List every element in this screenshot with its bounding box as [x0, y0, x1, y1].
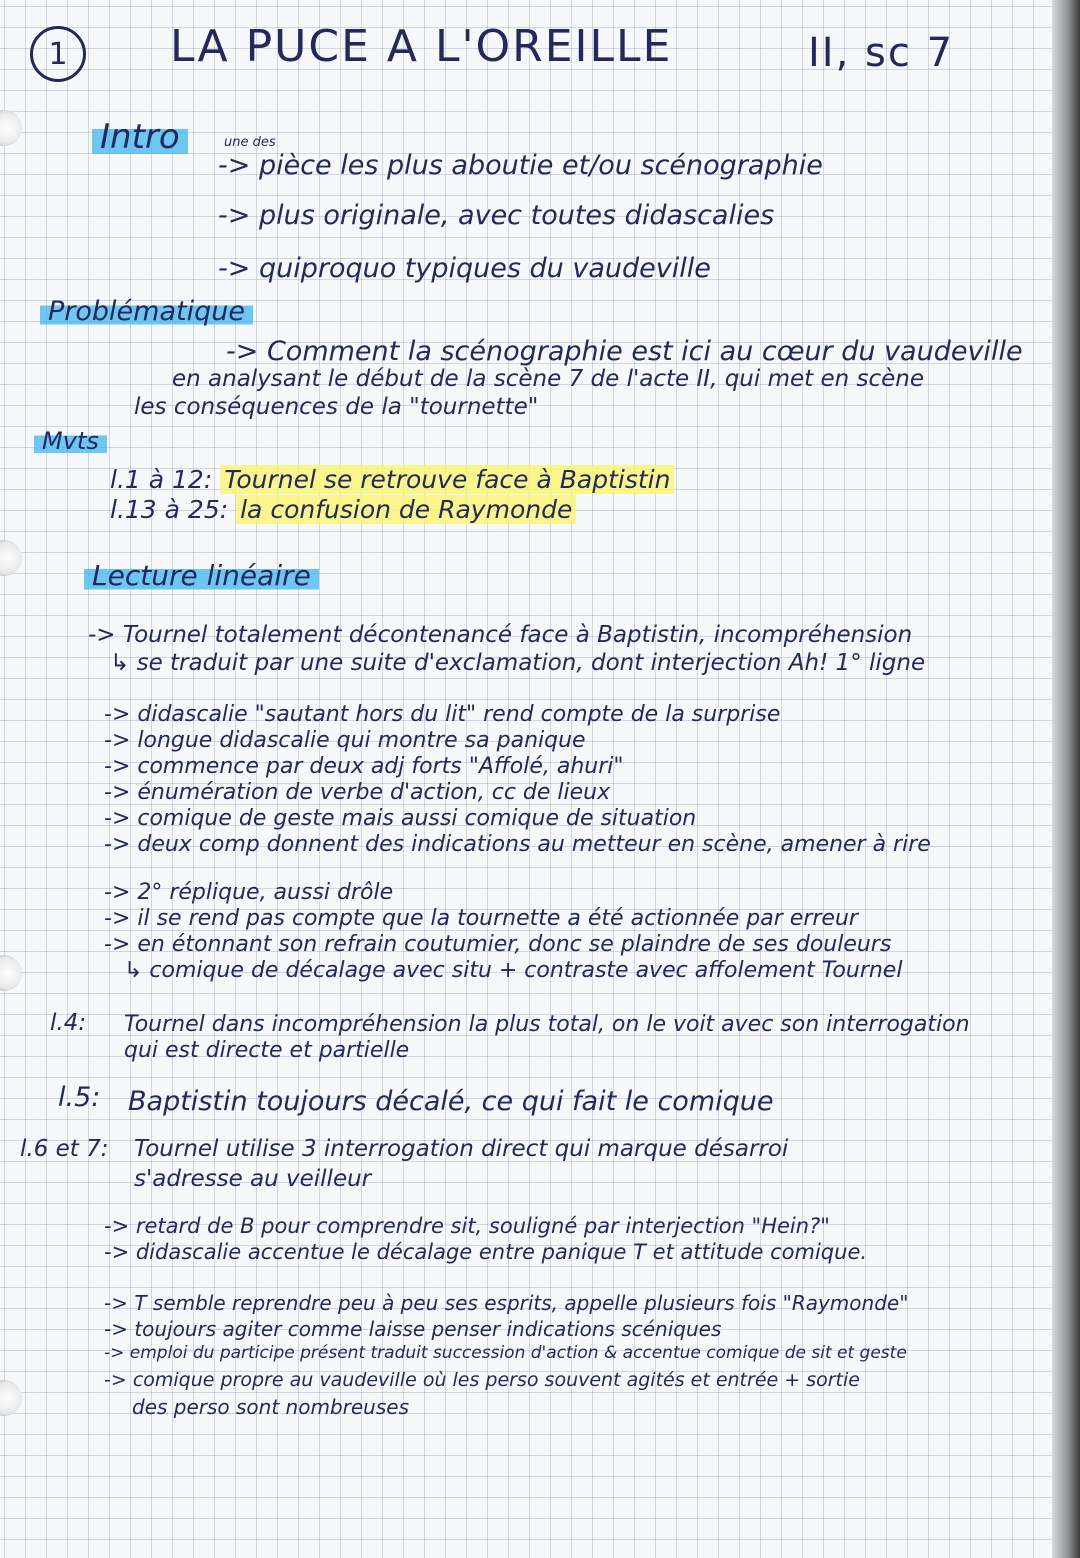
l5-label: l.5:: [58, 1082, 101, 1113]
mouvement-2: [110, 496, 576, 525]
lecture-heading: Lecture linéaire: [84, 560, 319, 592]
binder-hole-icon: [0, 1380, 22, 1416]
lecture-block3-line-2: -> il se rend pas compte que la tournette a été actionnée par erreur: [104, 906, 858, 931]
lecture-block5-line-2: -> toujours agiter comme laisse penser indications scéniques: [104, 1317, 722, 1341]
mouvement-1-range: l.1 à 12:: [110, 465, 213, 494]
lecture-block2-line-6: -> deux comp donnent des indications au metteur en scène, amener à rire: [104, 832, 931, 857]
binder-hole-icon: [0, 955, 22, 991]
intro-line-2: -> plus originale, avec toutes didascalies: [218, 200, 775, 231]
intro-line-3: -> quiproquo typiques du vaudeville: [218, 253, 711, 284]
l4-label: l.4:: [50, 1010, 87, 1036]
page-number-badge: [30, 26, 86, 82]
page-title: LA PUCE A L'OREILLE: [170, 21, 673, 72]
binder-hole-icon: [0, 540, 22, 576]
problematique-line-1: -> Comment la scénographie est ici au cœur du vaudeville: [226, 336, 1023, 367]
lecture-block2-line-4: -> énumération de verbe d'action, cc de lieux: [104, 780, 611, 805]
lecture-block2-line-1: -> didascalie "sautant hors du lit" rend compte de la surprise: [104, 702, 781, 727]
l4-line-1: Tournel dans incompréhension la plus total, on le voit avec son interrogation: [124, 1012, 970, 1037]
lecture-block5-line-1: -> T semble reprendre peu à peu ses esprits, appelle plusieurs fois "Raymonde": [104, 1291, 909, 1315]
lecture-block3-line-4: ↳ comique de décalage avec situ + contraste avec affolement Tournel: [124, 958, 903, 983]
lecture-block1-line-1: -> Tournel totalement décontenancé face à Baptistin, incompréhension: [88, 622, 913, 648]
lecture-block2-line-5: -> comique de geste mais aussi comique de situation: [104, 806, 697, 831]
binder-hole-icon: [0, 110, 22, 146]
l4-line-2: qui est directe et partielle: [124, 1038, 410, 1063]
l67-label: l.6 et 7:: [20, 1136, 109, 1162]
lecture-block4-line-2: -> didascalie accentue le décalage entre panique T et attitude comique.: [104, 1240, 868, 1264]
lecture-block1-line-2: ↳ se traduit par une suite d'exclamation, dont interjection Ah! 1° ligne: [110, 650, 926, 676]
mouvement-1: [110, 466, 674, 495]
intro-line-1: -> pièce les plus aboutie et/ou scénographie: [218, 150, 823, 181]
mouvement-2-text: la confusion de Raymonde: [236, 495, 576, 524]
page-number: 1: [48, 36, 68, 72]
lecture-block5-line-5: des perso sont nombreuses: [132, 1395, 409, 1419]
problematique-heading: Problématique: [40, 296, 253, 327]
act-scene-ref: II, sc 7: [808, 30, 955, 76]
intro-heading: Intro: [92, 118, 188, 157]
lecture-block2-line-3: -> commence par deux adj forts "Affolé, ahuri": [104, 754, 624, 779]
l5-text: Baptistin toujours décalé, ce qui fait le comique: [128, 1086, 774, 1117]
binder-holes: [0, 0, 30, 1558]
mouvement-1-text: Tournel se retrouve face à Baptistin: [220, 465, 674, 494]
page-edge-shadow: [1052, 0, 1080, 1558]
l67-line-1: Tournel utilise 3 interrogation direct qui marque désarroi: [134, 1136, 789, 1162]
lecture-block2-line-2: -> longue didascalie qui montre sa panique: [104, 728, 586, 753]
lecture-block4-line-1: -> retard de B pour comprendre sit, souligné par interjection "Hein?": [104, 1214, 830, 1238]
mouvement-2-range: l.13 à 25:: [110, 495, 229, 524]
intro-superscript: une des: [224, 135, 276, 150]
mouvements-heading: Mvts: [34, 428, 107, 456]
problematique-line-2: en analysant le début de la scène 7 de l'acte II, qui met en scène: [172, 366, 925, 392]
lecture-block5-line-4: -> comique propre au vaudeville où les perso souvent agités et entrée + sortie: [104, 1369, 860, 1391]
lecture-block3-line-1: -> 2° réplique, aussi drôle: [104, 880, 394, 905]
l67-line-2: s'adresse au veilleur: [134, 1166, 372, 1192]
lecture-block5-line-3: -> emploi du participe présent traduit succession d'action & accentue comique de sit et geste: [104, 1343, 907, 1363]
lecture-block3-line-3: -> en étonnant son refrain coutumier, donc se plaindre de ses douleurs: [104, 932, 892, 957]
problematique-line-3: les conséquences de la "tournette": [134, 394, 539, 420]
